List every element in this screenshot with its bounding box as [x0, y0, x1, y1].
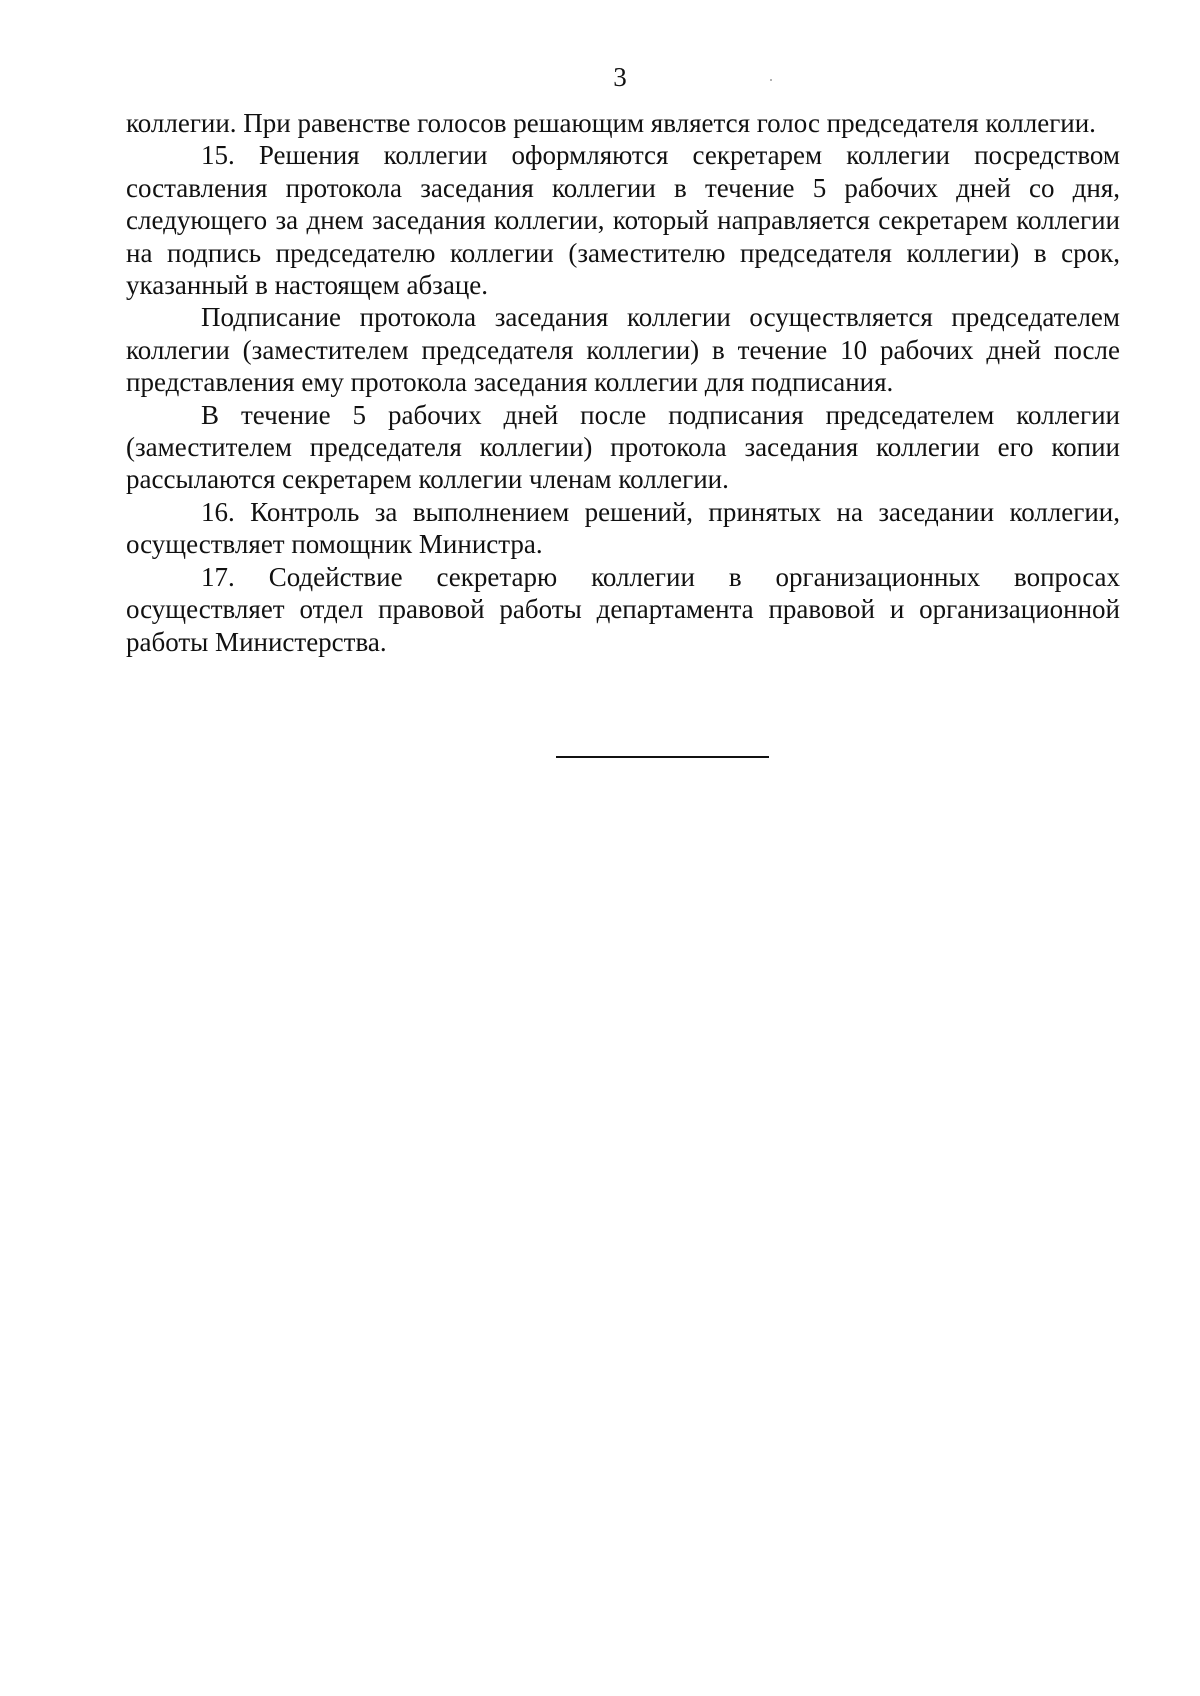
paragraph-distribution: В течение 5 рабочих дней после подписания председателем коллегии (заместителем председателя коллегии) протокола заседания коллегии его копии рассылаются секретарем коллегии членам коллегии.: [126, 399, 1120, 495]
paragraph-continuation: коллегии. При равенстве голосов решающим является голос председателя коллегии.: [126, 108, 1096, 138]
document-body: [126, 107, 1120, 658]
paragraph-item-17: 17. Содействие секретарю коллегии в организационных вопросах осуществляет отдел правовой работы департамента правовой и организационной работы Министерства.: [126, 561, 1120, 657]
page-number: 3: [613, 62, 627, 92]
paragraph-signing: Подписание протокола заседания коллегии осуществляется председателем коллегии (заместителем председателя коллегии) в течение 10 рабочих дней после представления ему протокола заседания коллегии для подписания.: [126, 302, 1120, 398]
paragraph-item-16: 16. Контроль за выполнением решений, принятых на заседании коллегии, осуществляет помощник Министра.: [126, 496, 1120, 560]
end-separator-line: [556, 756, 769, 758]
paragraph-item-15: 15. Решения коллегии оформляются секретарем коллегии посредством составления протокола заседания коллегии в течение 5 рабочих дней со дня, следующего за днем заседания коллегии, который направляется секретарем коллегии на подпись председателю коллегии (заместителю председателя коллегии) в срок, указанный в настоящем абзаце.: [126, 140, 1120, 301]
